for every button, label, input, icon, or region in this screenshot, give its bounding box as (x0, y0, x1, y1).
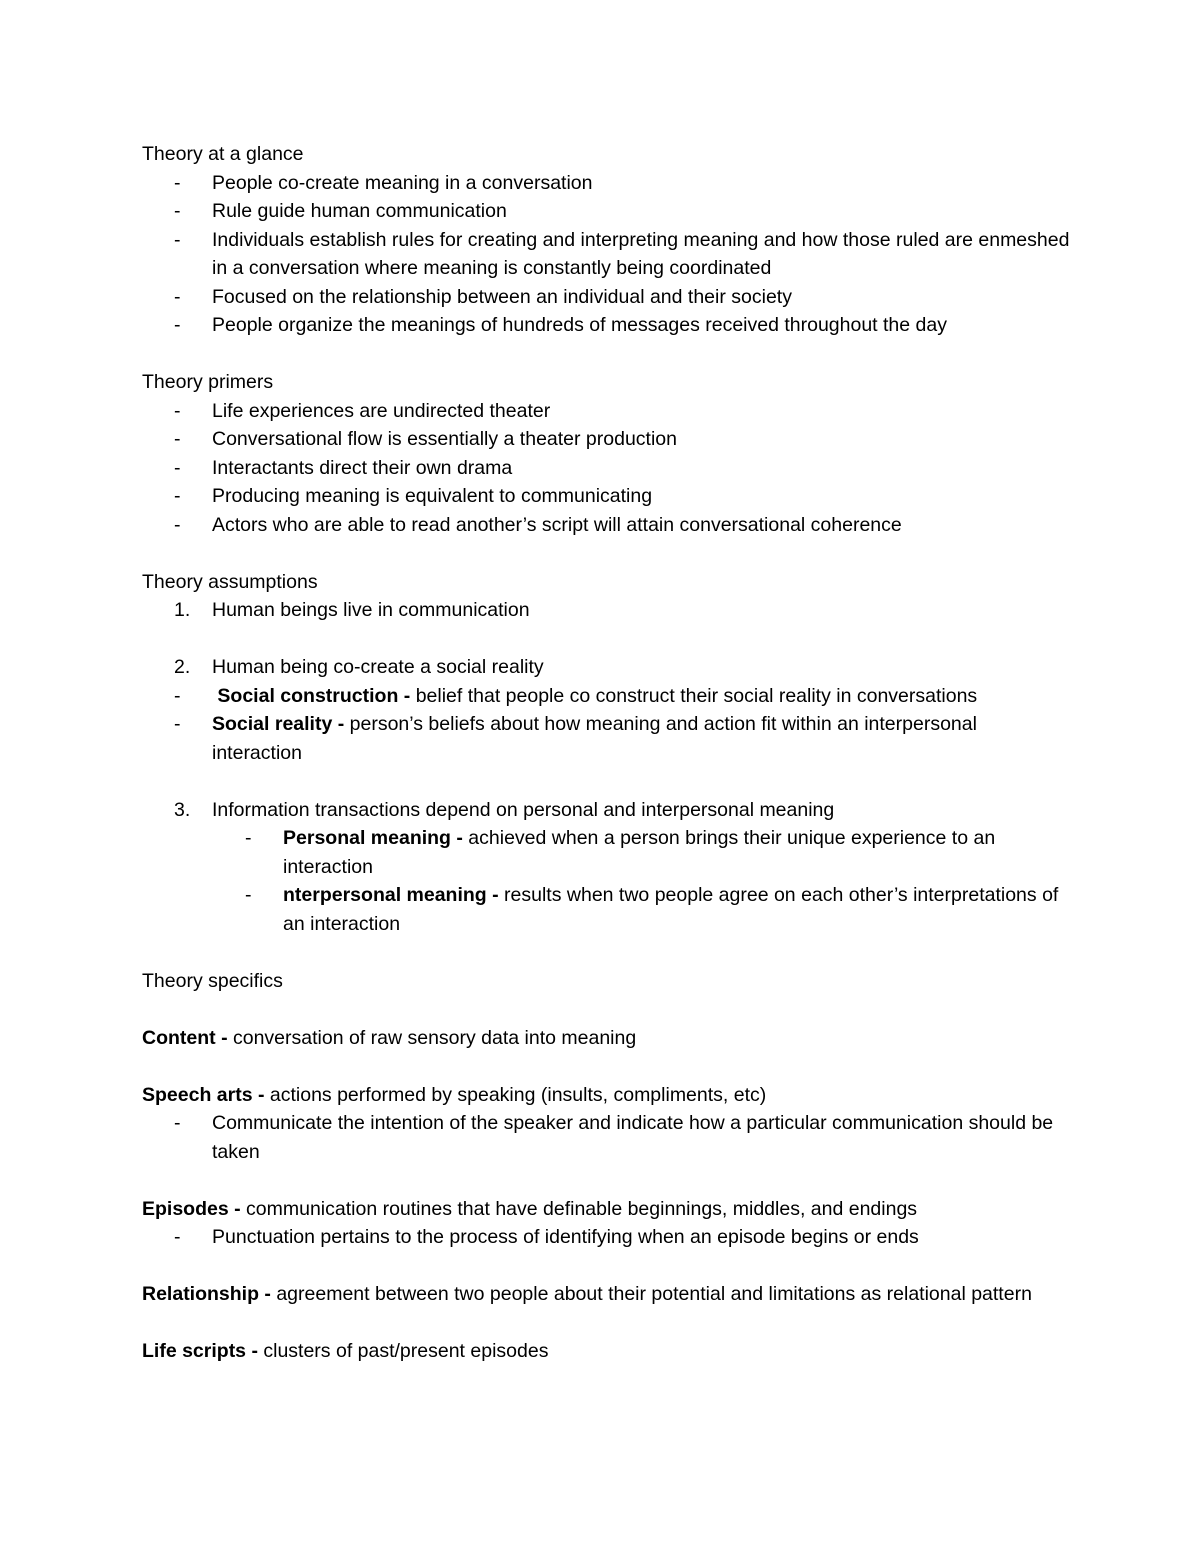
bullet-marker: - (174, 314, 181, 336)
number-marker: 1. (174, 599, 191, 621)
bullet-marker: - (174, 485, 181, 507)
bullet-marker: - (174, 684, 181, 707)
bullet-marker: - (245, 827, 252, 849)
bullet-marker: - (174, 513, 181, 536)
numbered-item: 3. Information transactions depend on personal and interpersonal meaning (142, 796, 1072, 825)
bullet-marker: - (174, 171, 181, 194)
section-heading-specifics: Theory specifics (142, 969, 283, 992)
list-item: - Social construction - belief that people co construct their social reality in conversations (142, 682, 1072, 711)
numbered-item: 1. Human beings live in communication (142, 596, 1072, 625)
bullet-marker: - (174, 200, 181, 222)
section-heading-glance: Theory at a glance (142, 143, 304, 165)
term-personal-meaning: Personal meaning - (283, 827, 463, 849)
list-item: - Interactants direct their own drama (142, 454, 1072, 483)
term-interpersonal-meaning: nterpersonal meaning - (283, 884, 499, 906)
definition-content: Content - conversation of raw sensory data into meaning (142, 1026, 637, 1049)
numbered-item: 2. Human being co-create a social reality (142, 653, 1072, 682)
section-heading-assumptions: Theory assumptions (142, 570, 318, 593)
list-item: - People co-create meaning in a conversation (142, 169, 1072, 198)
number-marker: 2. (174, 656, 191, 678)
list-item: - Conversational flow is essentially a theater production (142, 425, 1072, 454)
list-item: - Communicate the intention of the speaker and indicate how a particular communication should be taken (142, 1109, 1072, 1166)
definition-episodes: Episodes - communication routines that have definable beginnings, middles, and endings (142, 1197, 918, 1220)
bullet-marker: - (174, 428, 181, 450)
definition-relationship: Relationship - agreement between two people about their potential and limitations as relational pattern (142, 1283, 1032, 1305)
term-social-construction: Social construction - (217, 684, 411, 707)
list-item: - Focused on the relationship between an individual and their society (142, 283, 1072, 312)
term-social-reality: Social reality - (212, 713, 345, 735)
section-heading-primers: Theory primers (142, 371, 274, 393)
list-item: - Life experiences are undirected theater (142, 397, 1072, 426)
list-item: - Actors who are able to read another’s script will attain conversational coherence (142, 511, 1072, 540)
bullet-marker: - (245, 884, 252, 906)
sub-list-item: - nterpersonal meaning - results when two people agree on each other’s interpretations of an interaction (142, 881, 1072, 938)
sub-list-item: - Personal meaning - achieved when a person brings their unique experience to an interaction (142, 824, 1072, 881)
bullet-marker: - (174, 1112, 181, 1134)
document-page (142, 140, 1072, 1366)
bullet-marker: - (174, 1226, 181, 1248)
list-item: - Individuals establish rules for creating and interpreting meaning and how those ruled are enmeshed in a conversation where meaning is constantly being coordinated (142, 226, 1072, 283)
list-item: - Punctuation pertains to the process of identifying when an episode begins or ends (142, 1223, 1072, 1252)
bullet-marker: - (174, 456, 181, 479)
number-marker: 3. (174, 798, 191, 821)
list-item: - Social reality - person’s beliefs about how meaning and action fit within an interpersonal interaction (142, 710, 1072, 767)
list-item: - Rule guide human communication (142, 197, 1072, 226)
bullet-marker: - (174, 399, 181, 422)
list-item: - Producing meaning is equivalent to communicating (142, 482, 1072, 511)
bullet-marker: - (174, 285, 181, 308)
bullet-marker: - (174, 713, 181, 735)
list-item: - People organize the meanings of hundreds of messages received throughout the day (142, 311, 1072, 340)
bullet-marker: - (174, 228, 181, 251)
definition-speech-arts: Speech arts - actions performed by speaking (insults, compliments, etc) (142, 1083, 767, 1106)
definition-life-scripts: Life scripts - clusters of past/present episodes (142, 1340, 549, 1362)
